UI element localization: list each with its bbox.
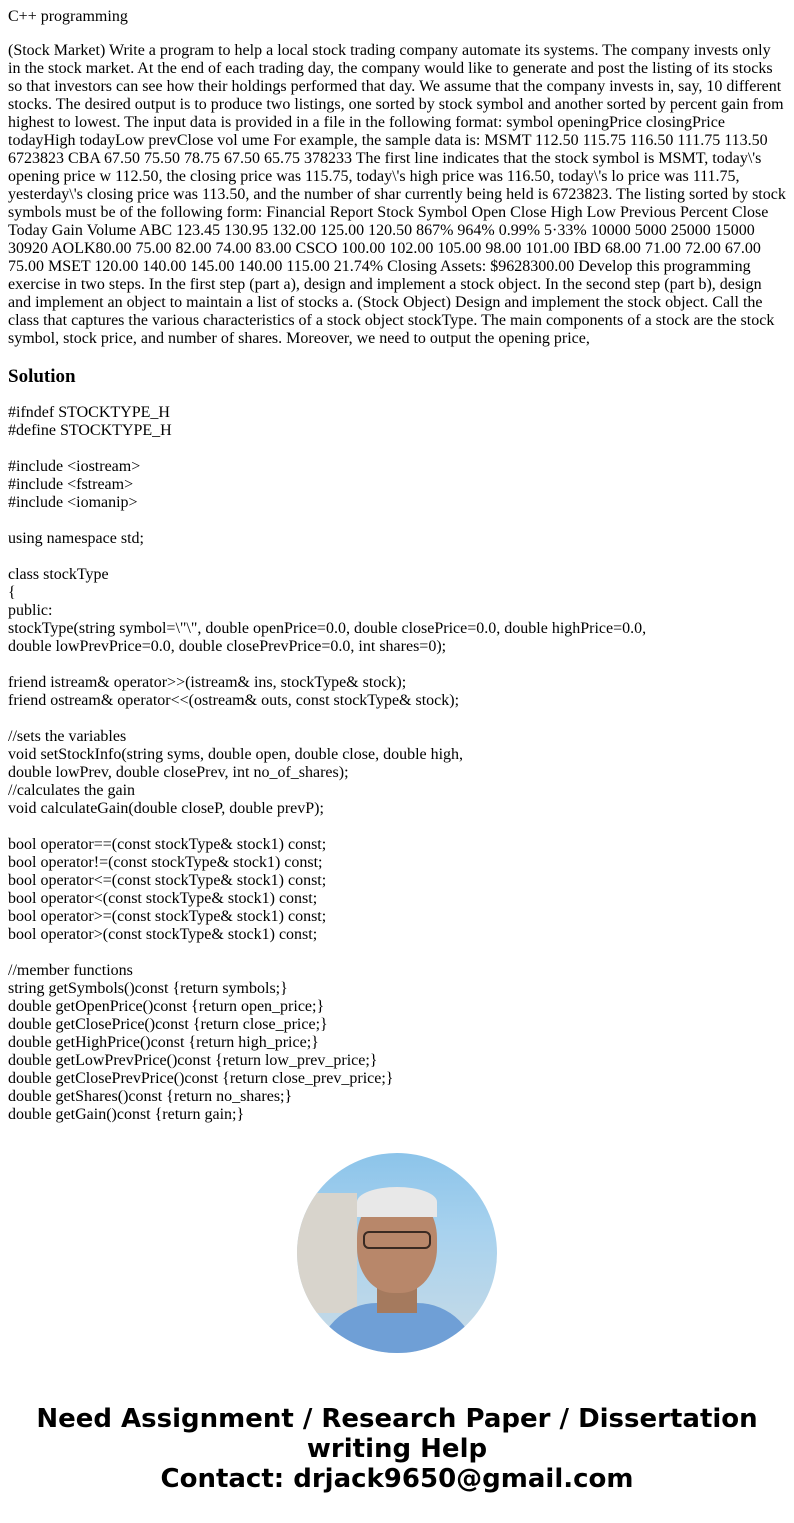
question-title: C++ programming	[8, 8, 128, 25]
tutor-avatar	[297, 1153, 497, 1353]
solution-code	[8, 404, 786, 1136]
code-block: #include <iostream> #include <fstream> #include <iomanip>	[8, 458, 141, 511]
footer-banner	[0, 1404, 794, 1494]
footer-help-text: Need Assignment / Research Paper / Dissertation writing Help	[36, 1404, 758, 1464]
avatar-hair	[357, 1187, 437, 1217]
footer-contact: Contact: drjack9650@gmail.com	[160, 1464, 634, 1494]
code-block: //member functions string getSymbols()const {return symbols;} double getOpenPrice()const {return open_price;} double getClosePrice()const {return close_price;} double getHighPrice()const {return high_price;} double getLowPrevPrice()const {return low_prev_price;} double getClosePrevPrice()const {return close_prev_price;} double getShares()const {return no_shares;} double getGain()const {return gain;}	[8, 962, 394, 1123]
code-block: using namespace std;	[8, 530, 144, 547]
code-block: class stockType { public: stockType(string symbol=\"\", double openPrice=0.0, double closePrice=0.0, double highPrice=0.0, double lowPrevPrice=0.0, double closePrevPrice=0.0, int shares=0);	[8, 566, 647, 655]
code-block: #ifndef STOCKTYPE_H #define STOCKTYPE_H	[8, 404, 172, 439]
solution-heading: Solution	[8, 366, 76, 387]
avatar-background	[297, 1193, 357, 1313]
code-block: bool operator==(const stockType& stock1) const; bool operator!=(const stockType& stock1) const; bool operator<=(const stockType& stock1) const; bool operator<(const stockType& stock1) const; bool operator>=(const stockType& stock1) const; bool operator>(const stockType& stock1) const;	[8, 836, 327, 943]
code-block: //sets the variables void setStockInfo(string syms, double open, double close, double high, double lowPrev, double closePrev, int no_of_shares); //calculates the gain void calculateGain(double closeP, double prevP);	[8, 728, 464, 817]
code-block: friend istream& operator>>(istream& ins, stockType& stock); friend ostream& operator<<(ostream& outs, const stockType& stock);	[8, 674, 460, 709]
question-text: (Stock Market) Write a program to help a local stock trading company automate its systems. The company invests only in the stock market. At the end of each trading day, the company would like to generate and post the listing of its stocks so that investors can see how their holdings performed that day. We assume that the company invests in, say, 10 different stocks. The desired output is to produce two listings, one sorted by stock symbol and another sorted by percent gain from highest to lowest. The input data is provided in a file in the following format: symbol openingPrice closingPrice todayHigh todayLow prevClose vol ume For example, the sample data is: MSMT 112.50 115.75 116.50 111.75 113.50 6723823 CBA 67.50 75.50 78.75 67.50 65.75 378233 The first line indicates that the stock symbol is MSMT, today\'s opening price w 112.50, the closing price was 115.75, today\'s high price was 116.50, today\'s lo price was 111.75, yesterday\'s closing price was 113.50, and the number of shar currently being held is 6723823. The listing sorted by stock symbols must be of the following form: Financial Report Stock Symbol Open Close High Low Previous Percent Close Today Gain Volume ABC 123.45 130.95 132.00 125.00 120.50 867% 964% 0.99% 5·33% 10000 5000 25000 15000 30920 AOLK80.00 75.00 82.00 74.00 83.00 CSCO 100.00 102.00 105.00 98.00 101.00 IBD 68.00 71.00 72.00 67.00 75.00 MSET 120.00 140.00 145.00 140.00 115.00 21.74% Closing Assets: $9628300.00 Develop this programming exercise in two steps. In the first step (part a), design and implement a stock object. In the second step (part b), design and implement an object to maintain a list of stocks a. (Stock Object) Design and implement the stock object. Call the class that captures the various characteristics of a stock object stockType. The main components of a stock are the stock symbol, stock price, and number of shares. Moreover, we need to output the opening price,	[8, 42, 786, 347]
avatar-glasses	[363, 1231, 431, 1249]
